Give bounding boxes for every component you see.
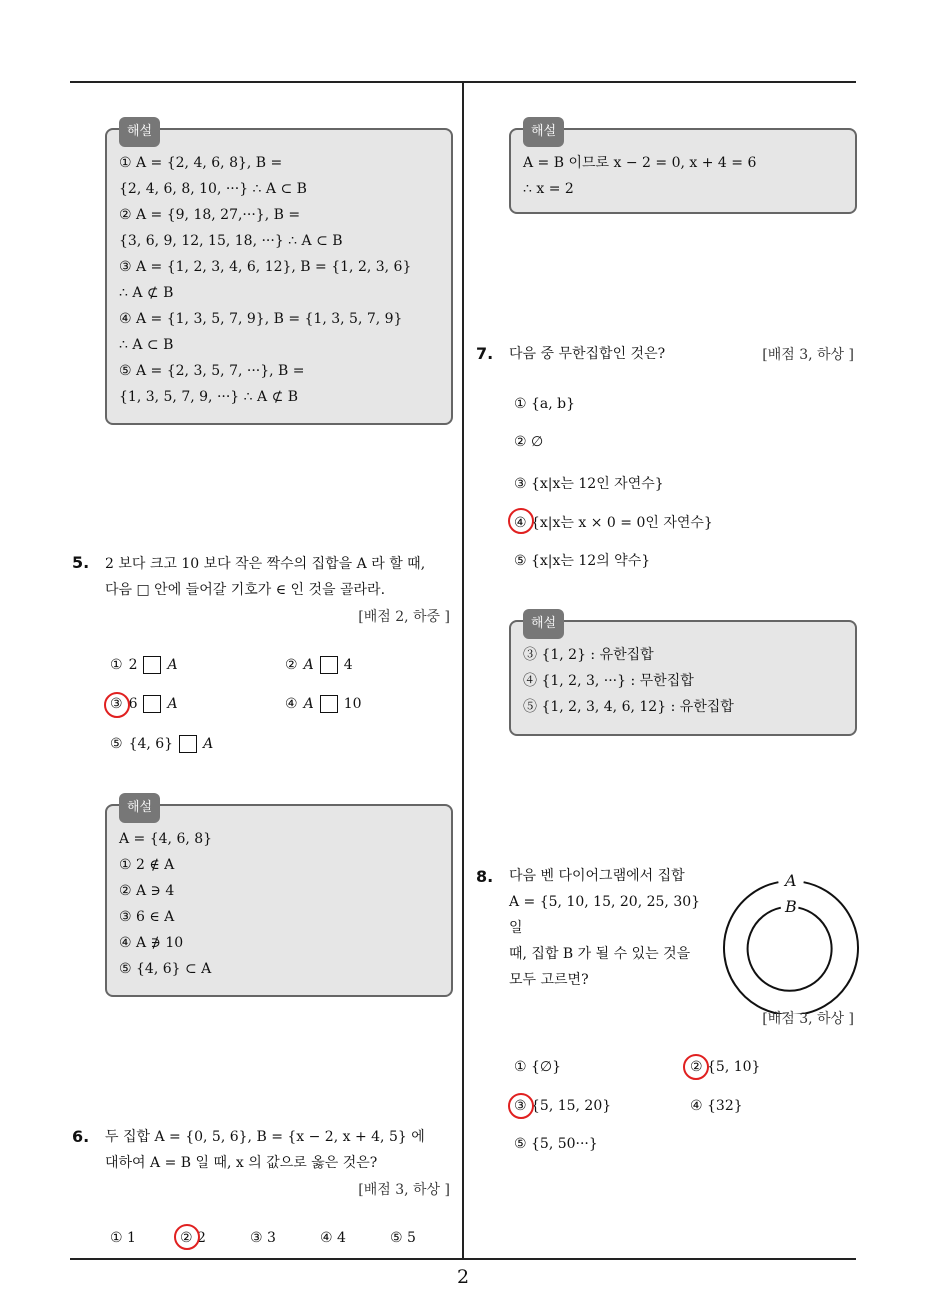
q7-option-2[interactable]: ② ∅ — [514, 434, 544, 450]
explanation-line: ③ 6 ∈ A — [119, 909, 175, 925]
venn-diagram — [718, 872, 860, 1014]
question-8-score: [배점 3, 하상 ] — [762, 1011, 854, 1027]
blank-square — [320, 695, 338, 713]
option-right: 4 — [343, 657, 353, 673]
explanation-line: ① A = {2, 4, 6, 8}, B = — [119, 155, 283, 171]
option-left: {4, 6} — [128, 736, 174, 752]
q7-option-5[interactable]: ⑤ {x|x는 12의 약수} — [514, 553, 651, 569]
question-8-number: 8. — [476, 867, 494, 886]
explanation-box-q7 — [509, 616, 857, 736]
answer-mark-circle — [174, 1224, 200, 1250]
option-left: A — [303, 696, 314, 712]
explanation-line: ① 2 ∉ A — [119, 857, 175, 873]
explanation-box-top-left — [105, 124, 453, 425]
page-number: 2 — [456, 1266, 470, 1288]
question-5-number: 5. — [72, 553, 90, 572]
answer-mark-circle — [508, 1093, 534, 1119]
bottom-rule — [70, 1258, 856, 1260]
q8-option-2[interactable]: ② {5, 10} — [690, 1059, 761, 1075]
q6-option-1[interactable]: ① 1 — [110, 1230, 136, 1246]
explanation-line: ∴ A ⊂ B — [119, 337, 174, 353]
q7-option-3[interactable]: ③ {x|x는 12인 자연수} — [514, 476, 664, 492]
question-text-line: 모두 고르면? — [509, 972, 589, 988]
q6-option-2[interactable]: ② 2 — [180, 1230, 206, 1246]
option-right: 10 — [343, 696, 362, 712]
q8-option-1[interactable]: ① {∅} — [514, 1059, 562, 1075]
question-7-score: [배점 3, 하상 ] — [762, 347, 854, 363]
explanation-line: {1, 3, 5, 7, 9, ···} ∴ A ⊄ B — [119, 389, 299, 405]
explanation-tag: 해설 — [523, 117, 564, 147]
explanation-line: ③ A = {1, 2, 3, 4, 6, 12}, B = {1, 2, 3, 6} — [119, 259, 412, 275]
answer-mark-circle — [683, 1054, 709, 1080]
q6-option-5[interactable]: ⑤ 5 — [390, 1230, 416, 1246]
question-text-line: 때, 집합 B 가 될 수 있는 것을 — [509, 946, 691, 962]
question-6-text — [105, 1124, 455, 1176]
q8-option-3[interactable]: ③ {5, 15, 20} — [514, 1098, 612, 1114]
question-8-text — [509, 863, 709, 993]
question-6-score: [배점 3, 하상 ] — [358, 1182, 450, 1198]
blank-square — [320, 656, 338, 674]
venn-label-a: A — [785, 871, 797, 890]
venn-inner-circle — [748, 908, 832, 991]
question-text-line: 다음 □ 안에 들어갈 기호가 ∈ 인 것을 골라라. — [105, 582, 386, 598]
question-text-line: 다음 벤 다이어그램에서 집합 — [509, 868, 685, 884]
q6-option-3[interactable]: ③ 3 — [250, 1230, 276, 1246]
question-text-line: 대하여 A = B 일 때, x 의 값으로 옳은 것은? — [105, 1155, 378, 1171]
answer-mark-circle — [508, 508, 534, 534]
q8-option-4[interactable]: ④ {32} — [690, 1098, 743, 1114]
q8-option-5[interactable]: ⑤ {5, 50···} — [514, 1136, 598, 1152]
explanation-line: A = {4, 6, 8} — [119, 831, 213, 847]
column-divider — [462, 82, 464, 1259]
explanation-line: ② A = {9, 18, 27,···}, B = — [119, 207, 301, 223]
explanation-tag: 해설 — [523, 609, 564, 639]
explanation-line: ⑤ {1, 2, 3, 4, 6, 12} : 유한집합 — [523, 699, 734, 715]
explanation-line: {3, 6, 9, 12, 15, 18, ···} ∴ A ⊂ B — [119, 233, 343, 249]
answer-mark-circle — [104, 692, 130, 718]
blank-square — [143, 695, 161, 713]
q5-option-5[interactable] — [110, 735, 213, 753]
option-left: 2 — [128, 657, 138, 673]
question-text-line: A = {5, 10, 15, 20, 25, 30} 일 — [509, 894, 701, 936]
explanation-line: ∴ x = 2 — [523, 181, 574, 197]
explanation-tag: 해설 — [119, 793, 160, 823]
explanation-line: ④ {1, 2, 3, ···} : 무한집합 — [523, 673, 694, 689]
option-number: ⑤ — [110, 736, 123, 752]
option-number: ② — [285, 657, 298, 673]
question-text-line: 두 집합 A = {0, 5, 6}, B = {x − 2, x + 4, 5} 에 — [105, 1129, 425, 1145]
blank-square — [143, 656, 161, 674]
option-right: A — [167, 696, 178, 712]
option-number: ① — [110, 657, 123, 673]
blank-square — [179, 735, 197, 753]
question-5-text — [105, 551, 455, 603]
option-right: A — [167, 657, 178, 673]
question-6-number: 6. — [72, 1127, 90, 1146]
option-left: A — [303, 657, 314, 673]
explanation-box-q6 — [509, 124, 857, 214]
option-right: A — [203, 736, 214, 752]
explanation-line: ③ {1, 2} : 유한집합 — [523, 647, 654, 663]
q5-option-2[interactable] — [285, 656, 353, 674]
option-left: 6 — [128, 696, 138, 712]
explanation-line: ④ A ∌ 10 — [119, 935, 184, 951]
question-7-number: 7. — [476, 344, 494, 363]
explanation-line: ② A ∋ 4 — [119, 883, 175, 899]
venn-label-b: B — [785, 897, 797, 916]
explanation-line: ⑤ {4, 6} ⊂ A — [119, 961, 212, 977]
question-text-line: 2 보다 크고 10 보다 작은 짝수의 집합을 A 라 할 때, — [105, 556, 426, 572]
explanation-box-q5 — [105, 800, 453, 997]
question-7-text: 다음 중 무한집합인 것은? — [509, 346, 666, 362]
q5-option-4[interactable] — [285, 695, 362, 713]
explanation-line: ∴ A ⊄ B — [119, 285, 174, 301]
explanation-line: {2, 4, 6, 8, 10, ···} ∴ A ⊂ B — [119, 181, 307, 197]
question-5-score: [배점 2, 하중 ] — [358, 609, 450, 625]
explanation-tag: 해설 — [119, 117, 160, 147]
q5-option-1[interactable] — [110, 656, 178, 674]
option-number: ④ — [285, 696, 298, 712]
q7-option-4[interactable]: ④ {x|x는 x × 0 = 0인 자연수} — [514, 515, 713, 531]
explanation-line: ⑤ A = {2, 3, 5, 7, ···}, B = — [119, 363, 305, 379]
q6-option-4[interactable]: ④ 4 — [320, 1230, 346, 1246]
explanation-line: A = B 이므로 x − 2 = 0, x + 4 = 6 — [523, 155, 757, 171]
option-number: ③ — [110, 696, 123, 712]
q7-option-1[interactable]: ① {a, b} — [514, 396, 576, 412]
explanation-line: ④ A = {1, 3, 5, 7, 9}, B = {1, 3, 5, 7, 9} — [119, 311, 403, 327]
